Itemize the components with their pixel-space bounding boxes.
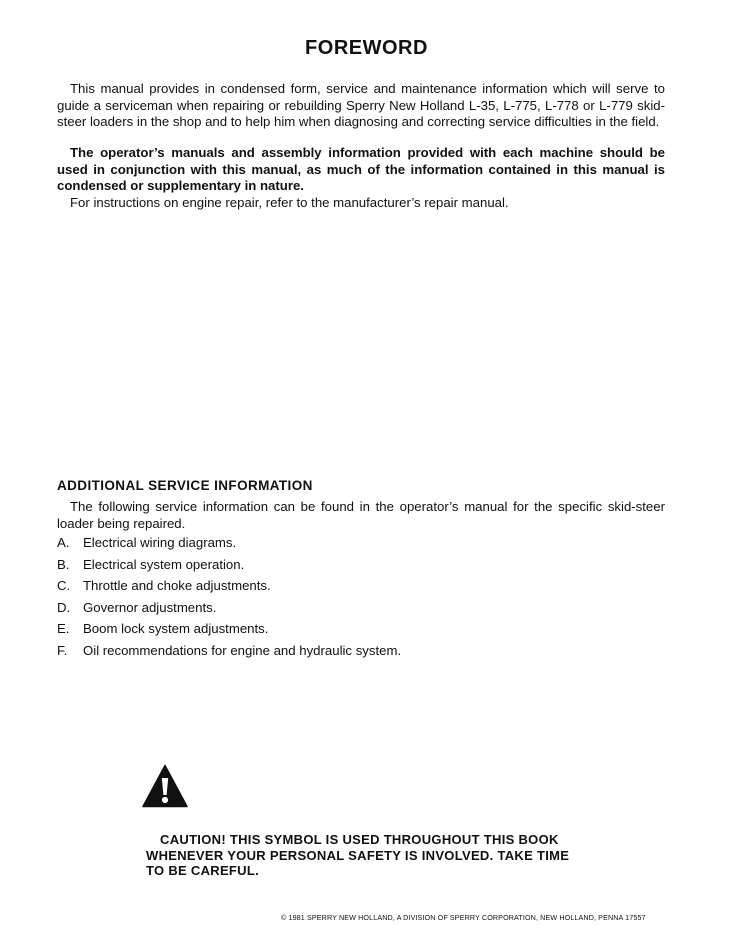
list-item-letter: C. (57, 578, 71, 594)
warning-triangle-icon (142, 764, 188, 808)
list-item-text: Throttle and choke adjustments. (83, 578, 271, 594)
caution-text: CAUTION! THIS SYMBOL IS USED THROUGHOUT THIS BOOK WHENEVER YOUR PERSONAL SAFETY IS INVOLVED. TAKE TIME TO BE CAREFUL. (146, 832, 570, 878)
list-item-text: Oil recommendations for engine and hydraulic system. (83, 642, 402, 658)
list-item (57, 621, 401, 643)
list-item (57, 557, 401, 579)
section-heading: ADDITIONAL SERVICE INFORMATION (57, 478, 313, 493)
foreword-paragraph-1: This manual provides in condensed form, service and maintenance information which will serve to guide a serviceman when repairing or rebuilding Sperry New Holland L-35, L-775, L-778 or L-779 skid-steer loaders in the shop and to help him when diagnosing and correcting service difficulties in the field. (57, 81, 665, 129)
page-title: FOREWORD (305, 37, 428, 59)
section-intro: The following service information can be found in the operator’s manual for the specific skid-steer loader being repaired. (57, 499, 665, 531)
list-item-letter: E. (57, 621, 70, 637)
list-item (57, 643, 401, 665)
list-item-letter: D. (57, 599, 71, 615)
list-item (57, 535, 401, 557)
list-item-text: Governor adjustments. (83, 599, 217, 615)
copyright-footer: © 1981 SPERRY NEW HOLLAND, A DIVISION OF SPERRY CORPORATION, NEW HOLLAND, PENNA 17557 (281, 913, 646, 922)
list-item-text: Electrical system operation. (83, 556, 245, 572)
list-item-letter: F. (57, 642, 68, 658)
service-info-list (57, 535, 401, 665)
list-item (57, 578, 401, 600)
list-item-letter: A. (57, 535, 70, 550)
list-item-text: Electrical wiring diagrams. (83, 535, 237, 550)
foreword-paragraph-3: For instructions on engine repair, refer to the manufacturer’s repair manual. (70, 195, 509, 210)
list-item-text: Boom lock system adjustments. (83, 621, 269, 637)
list-item-letter: B. (57, 556, 70, 572)
list-item (57, 600, 401, 622)
foreword-paragraph-2: The operator’s manuals and assembly information provided with each machine should be used in conjunction with this manual, as much of the information contained in this manual is condensed or supplementary in nature. (57, 145, 665, 193)
